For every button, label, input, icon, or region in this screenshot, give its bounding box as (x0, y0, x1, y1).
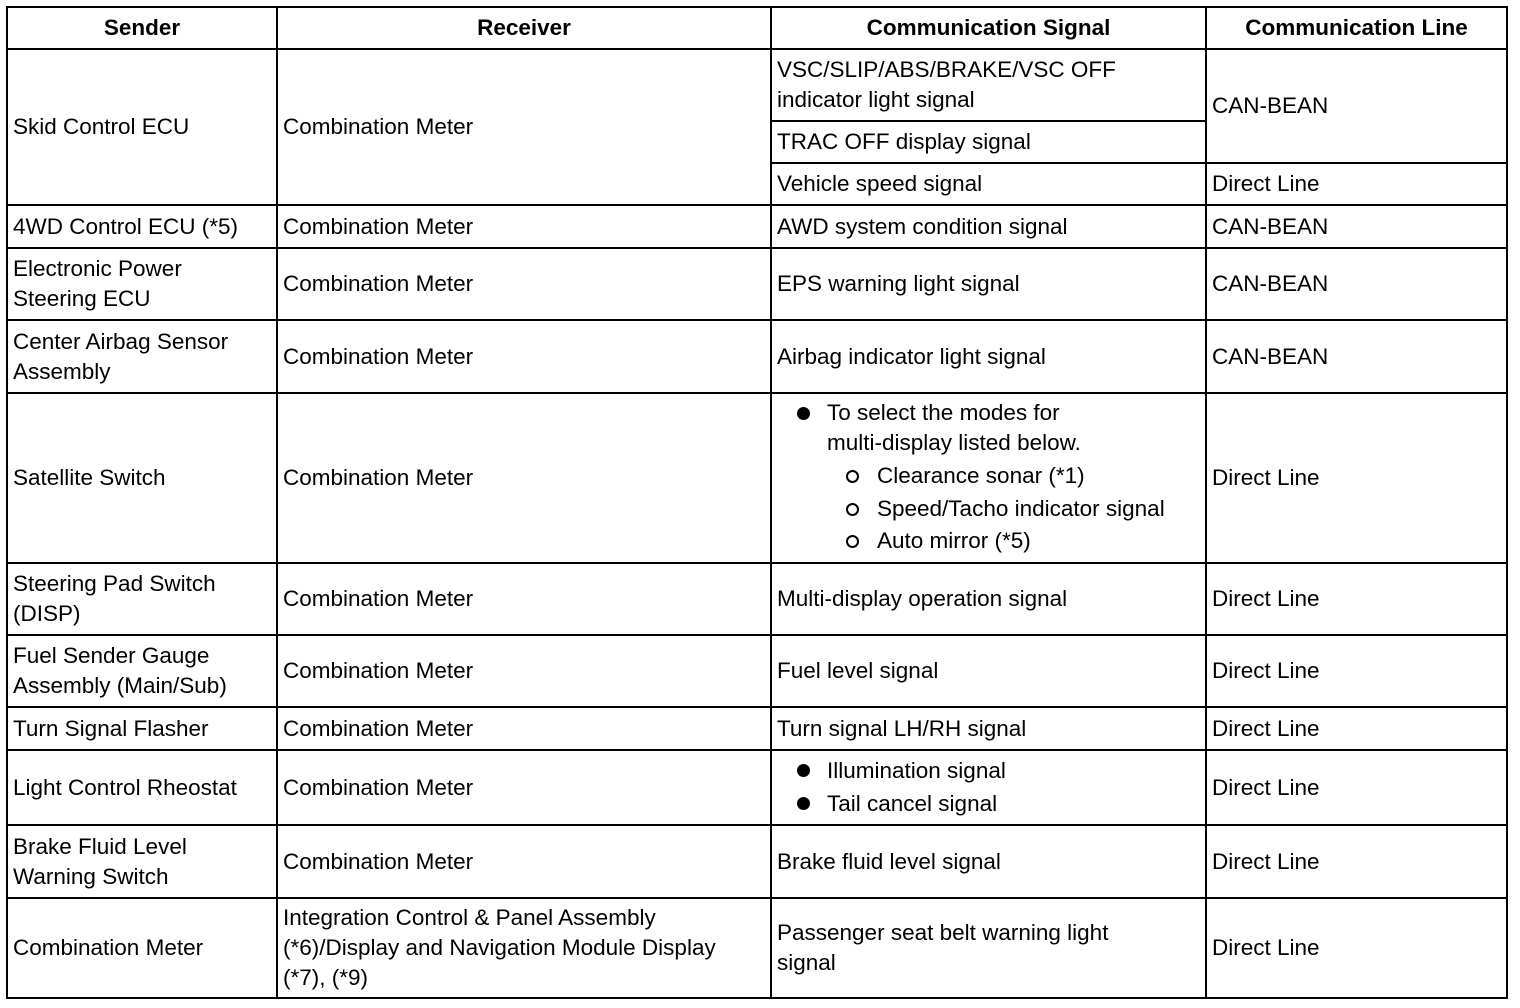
signal-line: signal (777, 950, 836, 975)
receiver-line: (*7), (*9) (283, 965, 369, 990)
sender-cell: Satellite Switch (7, 393, 277, 563)
receiver-cell: Combination Meter (277, 563, 771, 635)
line-cell: Direct Line (1206, 393, 1507, 563)
sender-line: Electronic Power (13, 256, 182, 281)
line-cell: CAN-BEAN (1206, 49, 1507, 163)
receiver-cell: Combination Meter (277, 49, 771, 205)
signal-cell (771, 393, 1206, 563)
signal-line: indicator light signal (777, 87, 975, 112)
sender-cell (7, 635, 277, 707)
sender-line: Steering ECU (13, 286, 151, 311)
table-row (7, 825, 1507, 898)
line-cell: Direct Line (1206, 707, 1507, 750)
line-cell: CAN-BEAN (1206, 320, 1507, 393)
signal-cell: Airbag indicator light signal (771, 320, 1206, 393)
receiver-cell: Combination Meter (277, 825, 771, 898)
line-cell: Direct Line (1206, 825, 1507, 898)
signal-cell: Brake fluid level signal (771, 825, 1206, 898)
receiver-line: Integration Control & Panel Assembly (283, 905, 656, 930)
signal-cell: Turn signal LH/RH signal (771, 707, 1206, 750)
sender-cell (7, 248, 277, 320)
table-row (7, 707, 1507, 750)
receiver-cell (277, 898, 771, 998)
list-item: Auto mirror (*5) (827, 525, 1200, 558)
sender-line: Steering Pad Switch (13, 571, 216, 596)
receiver-cell: Combination Meter (277, 750, 771, 825)
sender-line: (DISP) (13, 601, 81, 626)
receiver-cell: Combination Meter (277, 707, 771, 750)
header-sender: Sender (7, 7, 277, 49)
signal-cell (771, 49, 1206, 121)
sender-line: Center Airbag Sensor (13, 328, 229, 354)
list-item: Speed/Tacho indicator signal (827, 493, 1200, 526)
signal-cell: Multi-display operation signal (771, 563, 1206, 635)
table-row (7, 563, 1507, 635)
sender-cell (7, 320, 277, 393)
line-cell: CAN-BEAN (1206, 205, 1507, 248)
line-cell: Direct Line (1206, 898, 1507, 998)
line-cell: Direct Line (1206, 750, 1507, 825)
header-line: Communication Line (1206, 7, 1507, 49)
signal-cell (771, 898, 1206, 998)
list-item: Tail cancel signal (777, 788, 1200, 821)
sender-line: Warning Switch (13, 863, 169, 889)
sender-line: Assembly (13, 358, 111, 384)
sender-cell (7, 563, 277, 635)
signal-cell (771, 750, 1206, 825)
sender-cell (7, 825, 277, 898)
bullet-list (777, 398, 1200, 558)
table-row (7, 750, 1507, 825)
signal-cell: EPS warning light signal (771, 248, 1206, 320)
signal-cell: AWD system condition signal (771, 205, 1206, 248)
list-item: Clearance sonar (*1) (827, 460, 1200, 493)
table-row (7, 393, 1507, 563)
sender-line: Fuel Sender Gauge (13, 643, 210, 668)
line-cell: CAN-BEAN (1206, 248, 1507, 320)
sender-cell: Combination Meter (7, 898, 277, 998)
table-row (7, 635, 1507, 707)
bullet-line: To select the modes for (827, 400, 1060, 426)
signal-cell: Fuel level signal (771, 635, 1206, 707)
list-item (777, 398, 1200, 558)
signal-cell: Vehicle speed signal (771, 163, 1206, 205)
bullet-list (777, 755, 1200, 820)
header-receiver: Receiver (277, 7, 771, 49)
communication-table (6, 6, 1508, 999)
sender-cell: Light Control Rheostat (7, 750, 277, 825)
table-row (7, 320, 1507, 393)
signal-cell: TRAC OFF display signal (771, 121, 1206, 163)
signal-line: VSC/SLIP/ABS/BRAKE/VSC OFF (777, 57, 1116, 82)
receiver-cell: Combination Meter (277, 393, 771, 563)
header-signal: Communication Signal (771, 7, 1206, 49)
receiver-line: (*6)/Display and Navigation Module Display (283, 935, 716, 960)
line-cell: Direct Line (1206, 163, 1507, 205)
table-row (7, 49, 1507, 121)
communication-table-container (6, 6, 1508, 999)
header-row (7, 7, 1507, 49)
table-row (7, 205, 1507, 248)
sender-cell: Turn Signal Flasher (7, 707, 277, 750)
sub-bullet-list (827, 460, 1200, 558)
sender-cell: 4WD Control ECU (*5) (7, 205, 277, 248)
receiver-cell: Combination Meter (277, 635, 771, 707)
sender-cell: Skid Control ECU (7, 49, 277, 205)
list-item: Illumination signal (777, 755, 1200, 788)
table-row (7, 248, 1507, 320)
line-cell: Direct Line (1206, 635, 1507, 707)
sender-line: Brake Fluid Level (13, 833, 187, 859)
signal-line: Passenger seat belt warning light (777, 920, 1109, 945)
receiver-cell: Combination Meter (277, 248, 771, 320)
receiver-cell: Combination Meter (277, 320, 771, 393)
sender-line: Assembly (Main/Sub) (13, 673, 227, 698)
bullet-line: multi-display listed below. (827, 430, 1081, 456)
line-cell: Direct Line (1206, 563, 1507, 635)
receiver-cell: Combination Meter (277, 205, 771, 248)
table-row (7, 898, 1507, 998)
